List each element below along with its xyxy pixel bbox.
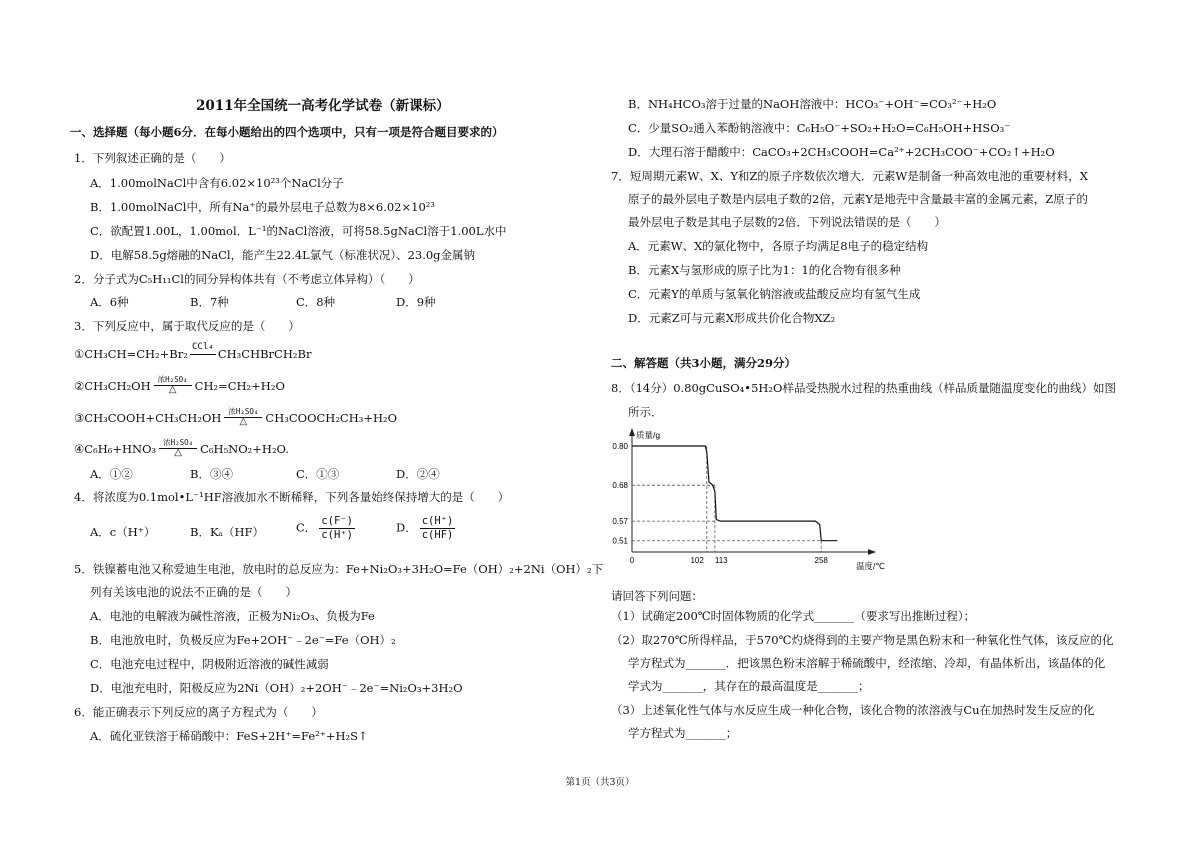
thermogravimetric-chart: [606, 428, 896, 573]
q1-option-d: D．电解58.5g熔融的NaCl，能产生22.4L氯气（标准状况）、23.0g金属钠: [90, 248, 476, 262]
mass-curve: [632, 446, 837, 541]
section1-header: 一、选择题（每小题6分．在每小题给出的四个选项中，只有一项是符合题目要求的）: [70, 125, 504, 139]
q6-stem: 6．能正确表示下列反应的离子方程式为（ ）: [74, 705, 323, 719]
q8-part3-line1: （3）上述氧化性气体与水反应生成一种化合物，该化合物的浓溶液与Cu在加热时发生反应的化: [611, 703, 1095, 717]
x-axis-label: 温度/℃: [856, 561, 885, 571]
q1-option-b: B．1.00molNaCl中，所有Na⁺的最外层电子总数为8×6.02×10²³: [90, 200, 435, 214]
q5-option-a: A．电池的电解液为碱性溶液，正极为Ni₂O₃、负极为Fe: [90, 609, 375, 623]
q6-option-d: D．大理石溶于醋酸中：CaCO₃+2CH₃COOH=Ca²⁺+2CH₃COO⁻+CO₂↑+H₂O: [628, 145, 1055, 159]
q2-option-b: B．7种: [190, 295, 229, 309]
y-axis-arrow: [629, 428, 635, 436]
q8-part2-line2: 学方程式为_______．把该黑色粉末溶解于稀硫酸中，经浓缩、冷却，有晶体析出，该晶体的化: [628, 656, 1106, 670]
q3-stem: 3．下列反应中，属于取代反应的是（ ）: [74, 319, 300, 333]
reaction-4-condition: 浓H₂SO₄ △: [157, 442, 199, 458]
q1-stem: 1．下列叙述正确的是（ ）: [74, 151, 231, 165]
y-tick-label: 0.80: [612, 442, 628, 451]
q7-option-d: D．元素Z可与元素X形成共价化合物XZ₂: [628, 311, 836, 325]
y-tick-label: 0.57: [612, 517, 628, 527]
q2-option-a: A．6种: [90, 295, 129, 309]
q8-part3-line2: 学方程式为_______；: [628, 726, 738, 740]
q8-part2-line1: （2）取270℃所得样品，于570℃灼烧得到的主要产物是黑色粉末和一种氧化性气体，该反应的化: [611, 633, 1114, 647]
q2-option-c: C．8种: [296, 295, 336, 309]
q5-stem-line1: 5．铁镍蓄电池又称爱迪生电池，放电时的总反应为：Fe+Ni₂O₃+3H₂O=Fe（OH）₂+2Ni（OH）₂下: [74, 562, 604, 576]
q7-option-b: B．元素X与氢形成的原子比为1：1的化合物有很多种: [628, 263, 901, 277]
reaction-2-condition: 浓H₂SO₄ △: [152, 379, 194, 395]
section2-header: 二、解答题（共3小题，满分29分）: [611, 356, 797, 370]
reaction-3-products: CH₃COOCH₂CH₃+H₂O: [265, 411, 398, 425]
x-tick-label: 258: [814, 556, 828, 565]
q3-option-a: A．①②: [90, 467, 133, 481]
q4-stem: 4．将浓度为0.1mol•L⁻¹HF溶液加水不断稀释，下列各量始终保持增大的是（ ）: [74, 490, 510, 504]
q4-option-d: D． $\frac{c(H^+)}{c(HF)}$: [396, 515, 454, 541]
q7-option-a: A．元素W、X的氯化物中，各原子均满足8电子的稳定结构: [628, 239, 929, 253]
x-axis-arrow: [868, 549, 876, 555]
q4-option-a: A．c（H⁺）: [90, 525, 156, 539]
reaction-1-catalyst: CCl₄: [192, 342, 214, 352]
q5-option-c: C．电池充电过程中，阴极附近溶液的碱性减弱: [90, 657, 329, 671]
q3-reaction-1: [74, 342, 312, 363]
q3-reaction-4: [74, 438, 289, 458]
x-tick-label: 102: [690, 556, 704, 565]
x-tick-label: 0: [629, 556, 635, 565]
page-title: 2011年全国统一高考化学试卷（新课标）: [196, 98, 450, 114]
reaction-4-products: C₆H₅NO₂+H₂O.: [200, 442, 289, 456]
reaction-4-reactants: ④C₆H₆+HNO₃: [74, 442, 157, 456]
q7-option-c: C．元素Y的单质与氢氧化钠溶液或盐酸反应均有氢气生成: [628, 287, 921, 301]
q6-option-c: C．少量SO₂通入苯酚钠溶液中：C₆H₅O⁻+SO₂+H₂O=C₆H₅OH+HSO₃⁻: [628, 121, 1011, 135]
q3-option-b: B．③④: [190, 467, 233, 481]
q5-option-b: B．电池放电时，负极反应为Fe+2OH⁻﹣2e⁻=Fe（OH）₂: [90, 633, 396, 647]
q3-option-d: D．②④: [396, 467, 440, 481]
q8-stem-line2: 所示．: [628, 405, 663, 419]
q6-option-b: B．NH₄HCO₃溶于过量的NaOH溶液中：HCO₃⁻+OH⁻=CO₃²⁻+H₂O: [628, 97, 997, 111]
q1-option-c: C．欲配置1.00L，1.00mol．L⁻¹的NaCl溶液，可将58.5gNaCl溶于1.00L水中: [90, 224, 507, 238]
reaction-1-condition: [189, 342, 217, 363]
q7-stem-line1: 7．短周期元素W、X、Y和Z的原子序数依次增大．元素W是制备一种高效电池的重要材料，X: [611, 169, 1088, 183]
reaction-1-reactants: ①CH₃CH=CH₂+Br₂: [74, 347, 188, 361]
x-tick-label: 113: [714, 556, 728, 565]
q8-part1: （1）试确定200℃时固体物质的化学式_______（要求写出推断过程）；: [611, 609, 976, 623]
reaction-2-reactants: ②CH₃CH₂OH: [74, 379, 151, 393]
q7-stem-line3: 最外层电子数是其电子层数的2倍．下列说法错误的是（ ）: [628, 215, 946, 229]
reaction-2-products: CH₂=CH₂+H₂O: [194, 379, 285, 393]
q8-part2-line3: 学式为_______，其存在的最高温度是_______；: [628, 679, 870, 693]
q2-stem: 2．分子式为C₅H₁₁Cl的同分异构体共有（不考虑立体异构）（ ）: [74, 272, 420, 286]
page-footer: 第1页（共3页）: [565, 777, 635, 788]
q8-stem-line1: 8．（14分）0.80gCuSO₄•5H₂O样品受热脱水过程的热重曲线（样品质量随温度变化的曲线）如图: [611, 381, 1116, 395]
q4-option-b: B．Kₐ（HF）: [190, 525, 264, 539]
q4-option-c: C． $\frac{c(F^-)}{c(H^+)}$: [296, 515, 353, 541]
y-tick-label: 0.51: [612, 536, 628, 546]
q3-reaction-3: [74, 407, 398, 427]
q7-stem-line2: 原子的最外层电子数是内层电子数的2倍，元素Y是地壳中含量最丰富的金属元素，Z原子的: [628, 192, 1088, 206]
q6-option-a: A．硫化亚铁溶于稀硝酸中：FeS+2H⁺=Fe²⁺+H₂S↑: [90, 729, 368, 743]
reaction-3-condition: 浓H₂SO₄ △: [222, 411, 264, 427]
q1-option-a: A．1.00molNaCl中含有6.02×10²³个NaCl分子: [90, 176, 344, 190]
q2-option-d: D．9种: [396, 295, 436, 309]
q4-c-fraction: $\frac{c(F^-)}{c(H^+)}$: [321, 515, 353, 541]
q3-reaction-2: [74, 375, 285, 395]
q4-d-fraction: $\frac{c(H^+)}{c(HF)}$: [421, 515, 454, 541]
q5-option-d: D．电池充电时，阳极反应为2Ni（OH）₂+2OH⁻﹣2e⁻=Ni₂O₃+3H₂O: [90, 681, 463, 695]
reaction-3-reactants: ③CH₃COOH+CH₃CH₂OH: [74, 411, 222, 425]
y-tick-label: 0.68: [612, 481, 628, 491]
reaction-1-products: CH₃CHBrCH₂Br: [217, 347, 312, 361]
q5-stem-line2: 列有关该电池的说法不正确的是（ ）: [90, 585, 297, 599]
y-axis-label: 质量/g: [636, 430, 661, 440]
q8-ask: 请回答下列问题：: [611, 589, 703, 603]
q3-option-c: C．①③: [296, 467, 340, 481]
